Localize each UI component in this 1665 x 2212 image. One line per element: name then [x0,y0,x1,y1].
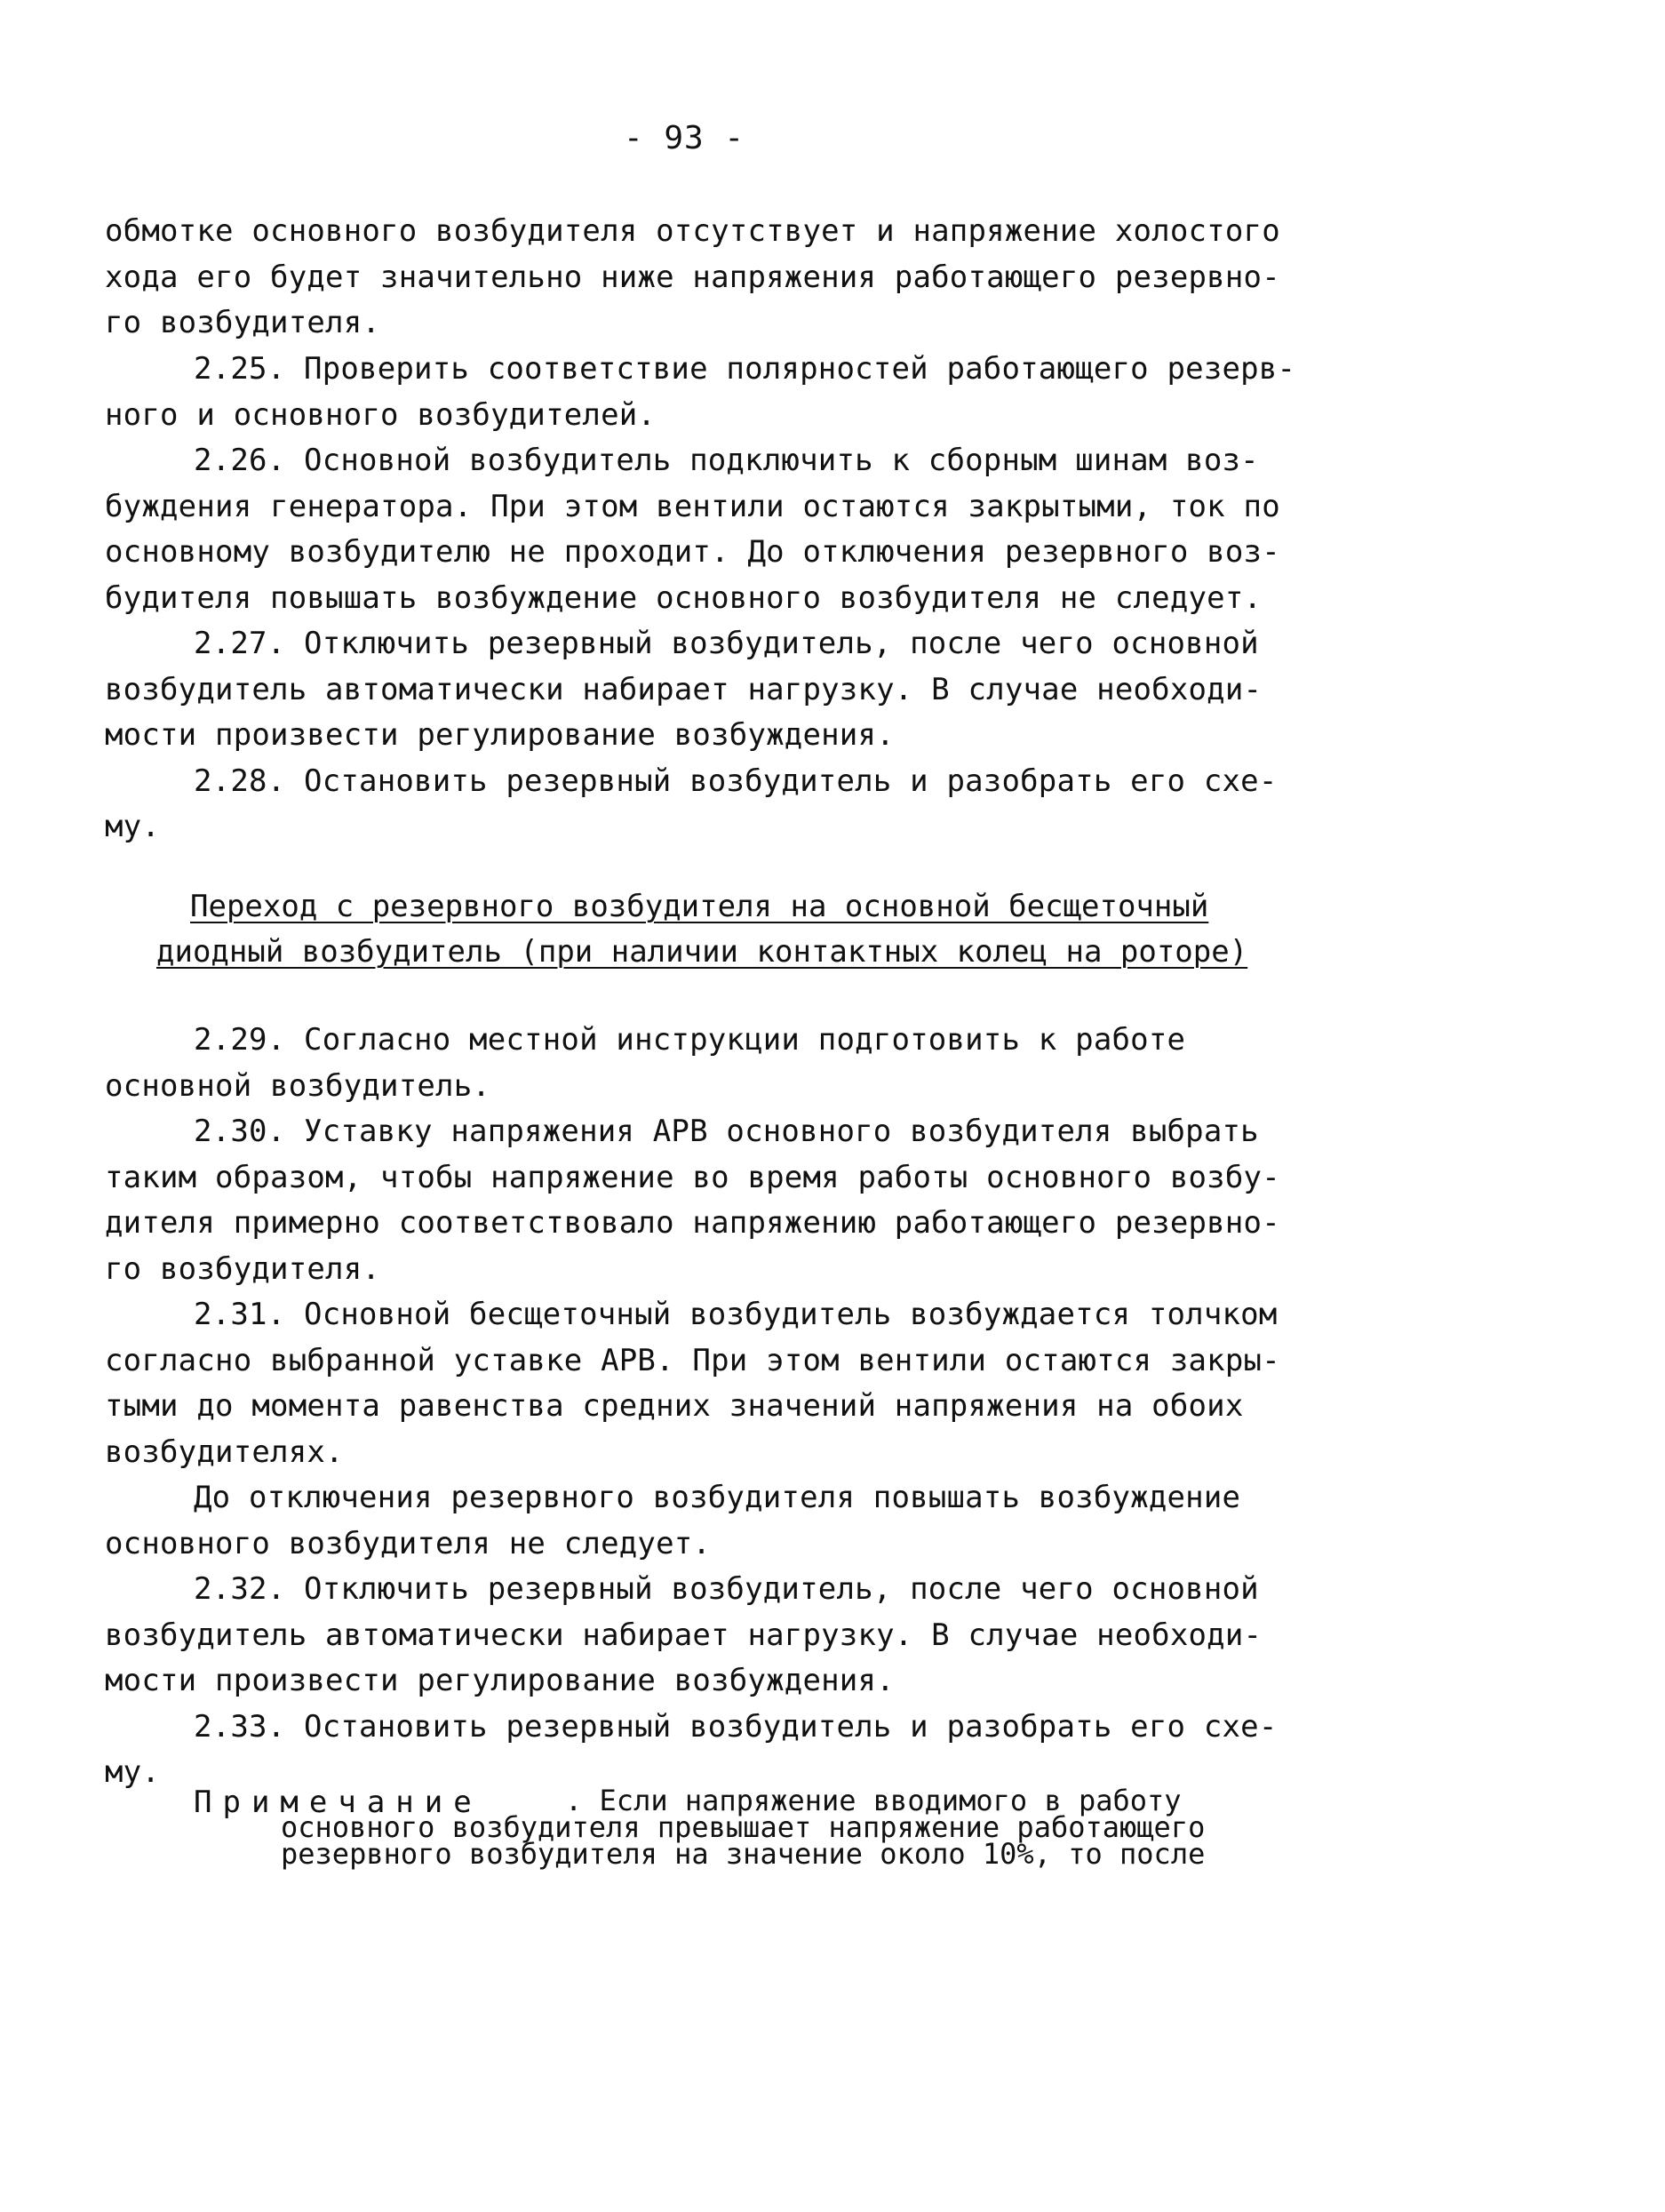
text-line: основному возбудителю не проходит. До отключения резервного воз- [105,534,1280,570]
page-number: - 93 - [623,120,745,156]
text-line: таким образом, чтобы напряжение во время работы основного возбу- [105,1160,1280,1195]
text-line: му. [105,809,161,844]
section-heading-line1: Переход с резервного возбудителя на основной бесщеточный [190,889,1209,924]
text-line: 2.29. Согласно местной инструкции подготовить к работе [194,1022,1186,1058]
text-line: го возбудителя. [105,305,381,340]
text-line: мости произвести регулирование возбуждения. [105,717,895,753]
text-line: 2.28. Остановить резервный возбудитель и разобрать его схе- [194,763,1278,799]
note-label: Примечание [194,1785,482,1820]
text-line: 2.30. Уставку напряжения АРВ основного возбудителя выбрать [194,1114,1259,1149]
text-line: основной возбудитель. [105,1068,491,1104]
text-line: му. [105,1754,161,1790]
section-heading-line2: диодный возбудитель (при наличии контактных колец на роторе) [156,934,1248,970]
text-line: согласно выбранной уставке АРВ. При этом вентили остаются закры- [105,1343,1280,1378]
text-line: тыми до момента равенства средних значений напряжения на обоих [105,1388,1244,1424]
text-line: го возбудителя. [105,1251,381,1287]
text-line: хода его будет значительно ниже напряжения работающего резервно- [105,260,1280,295]
text-line: 2.31. Основной бесщеточный возбудитель возбуждается толчком [194,1297,1278,1332]
text-line: 2.25. Проверить соответствие полярностей работающего резерв- [194,351,1296,387]
text-line: мости произвести регулирование возбуждения. [105,1663,895,1698]
text-line: ного и основного возбудителей. [105,397,657,433]
text-line: До отключения резервного возбудителя повышать возбуждение [194,1480,1241,1515]
text-line: возбудитель автоматически набирает нагрузку. В случае необходи- [105,1617,1263,1653]
text-line: возбудитель автоматически набирает нагрузку. В случае необходи- [105,672,1263,707]
text-line: 2.26. Основной возбудитель подключить к сборным шинам воз- [194,443,1259,478]
text-line: буждения генератора. При этом вентили остаются закрытыми, ток по [105,489,1280,524]
note-line: . Если напряжение вводимого в работу [565,1784,1182,1817]
text-line: дителя примерно соответствовало напряжению работающего резервно- [105,1205,1280,1241]
text-line: 2.32. Отключить резервный возбудитель, после чего основной [194,1571,1259,1607]
text-line: 2.27. Отключить резервный возбудитель, после чего основной [194,626,1259,661]
text-line: возбудителях. [105,1434,344,1470]
text-line: будителя повышать возбуждение основного возбудителя не следует. [105,580,1263,616]
text-line: 2.33. Остановить резервный возбудитель и разобрать его схе- [194,1709,1278,1745]
text-line: обмотке основного возбудителя отсутствует и напряжение холостого [105,213,1280,249]
note-line: резервного возбудителя на значение около 10%, то после [281,1837,1206,1871]
note-line: основного возбудителя превышает напряжение работающего [281,1810,1206,1844]
text-line: основного возбудителя не следует. [105,1526,712,1561]
